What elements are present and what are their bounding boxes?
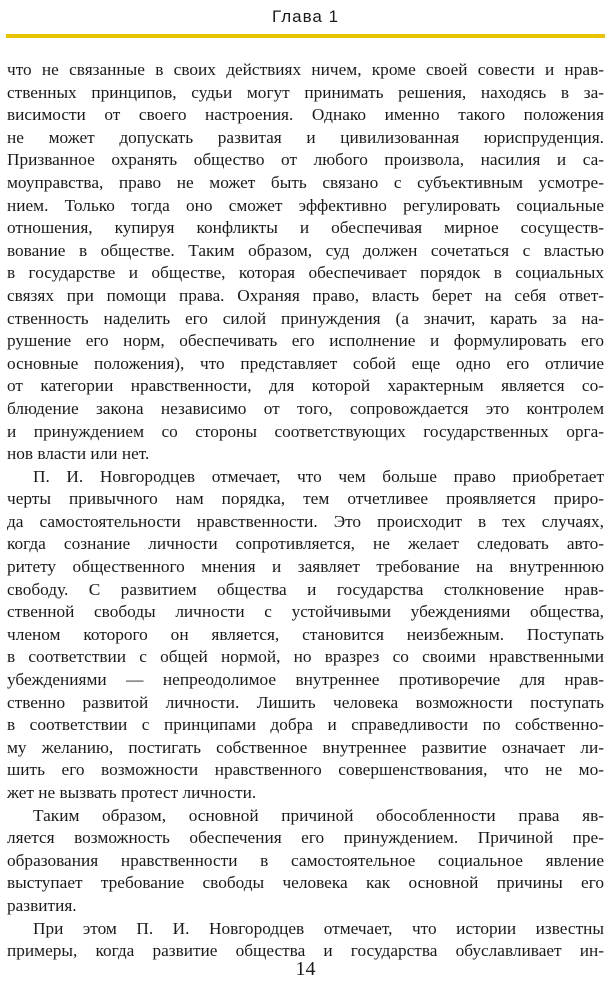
text-line: основные положения), что представляет собой еще одно его отличие [7, 353, 604, 373]
text-line: нов власти или нет. [7, 444, 150, 464]
text-line: развития. [7, 895, 77, 915]
text-line: да самостоятельности нравственности. Это происходит в тех случаях, [7, 511, 604, 531]
paragraph [7, 805, 604, 918]
text-line: рушение его норм, обеспечивать его исполнение и формулировать его [7, 331, 604, 351]
text-line: выступает требование свободы человека как основной причины его [7, 873, 604, 893]
text-line: в соответствии с принципами добра и справедливости по собственно- [7, 715, 604, 735]
text-line: образования нравственности в самостоятельное социальное явление [7, 850, 604, 870]
paragraph [7, 918, 604, 963]
body-text [7, 59, 604, 963]
text-line: ритету общественного мнения и заявляет требование на внутреннюю [7, 557, 604, 577]
text-line: связях при помощи права. Охраняя право, власть берет на себя ответ- [7, 285, 604, 305]
text-line: членом которого он является, становится неизбежным. Поступать [7, 624, 604, 644]
text-line: отношения, купируя конфликты и обеспечивая мирное сосуществ- [7, 218, 604, 238]
text-line: в государстве и обществе, которая обеспечивает порядок в социальных [7, 263, 604, 283]
text-line: нием. Только тогда оно сможет эффективно регулировать социальные [7, 195, 604, 215]
text-line: когда сознание личности сопротивляется, не желает следовать авто- [7, 534, 604, 554]
text-line: му желанию, постигать собственное внутреннее развитие означает ли- [7, 737, 604, 757]
text-line: черты привычного нам порядка, тем отчетливее проявляется приро- [7, 489, 604, 509]
text-line: жет не вызвать протест личности. [7, 783, 257, 802]
text-line: убеждениями — непреодолимое внутреннее противоречие для нрав- [7, 670, 604, 690]
text-line: Таким образом, основной причиной обособленности права яв- [33, 805, 604, 825]
text-line: не может допускать развитая и цивилизованная юриспруденция. [7, 127, 604, 147]
text-line: шить его возможности нравственного совершенствования, что не мо- [7, 760, 604, 780]
header-rule [6, 34, 605, 38]
text-line: свободу. С развитием общества и государства столкновение нрав- [7, 579, 604, 599]
text-line: вование в обществе. Таким образом, суд должен сочетаться с властью [7, 240, 604, 260]
text-line: ственных принципов, судьи могут принимать решения, находясь в за- [7, 82, 604, 102]
text-line: в соответствии с общей нормой, но вразрез со своими нравственными [7, 647, 604, 667]
text-line: ственность наделить его силой принуждения (а значит, карать за на- [7, 308, 604, 328]
text-line: П. И. Новгородцев отмечает, что чем больше право приобретает [33, 466, 604, 486]
paragraph [7, 59, 604, 466]
text-line: что не связанные в своих действиях ничем, кроме своей совести и нрав- [7, 60, 604, 79]
text-line: ственной свободы личности с устойчивыми убеждениями общества, [7, 602, 604, 622]
text-line: При этом П. И. Новгородцев отмечает, что истории известны [33, 918, 604, 938]
text-line: ственно развитой личности. Лишить человека возможности поступать [7, 692, 604, 712]
text-line: Призванное охранять общество от любого произвола, насилия и са- [7, 150, 604, 170]
text-line: от категории нравственности, для которой характерным является со- [7, 376, 604, 396]
running-header [0, 0, 611, 36]
text-line: моуправства, право не может быть связано с субъективным усмотре- [7, 172, 604, 192]
paragraph [7, 466, 604, 805]
text-line: ляется возможность обеспечения его принуждением. Причиной пре- [7, 828, 604, 848]
page-number: 14 [295, 958, 316, 980]
text-line: блюдение закона независимо от того, сопровождается это контролем [7, 398, 604, 418]
chapter-title: Глава 1 [271, 7, 340, 26]
text-line: висимости от своего настроения. Однако именно такого положения [7, 105, 604, 125]
text-line: примеры, когда развитие общества и государства обуславливает ин- [7, 941, 604, 961]
text-line: и принуждением со стороны соответствующих государственных орга- [7, 421, 604, 441]
